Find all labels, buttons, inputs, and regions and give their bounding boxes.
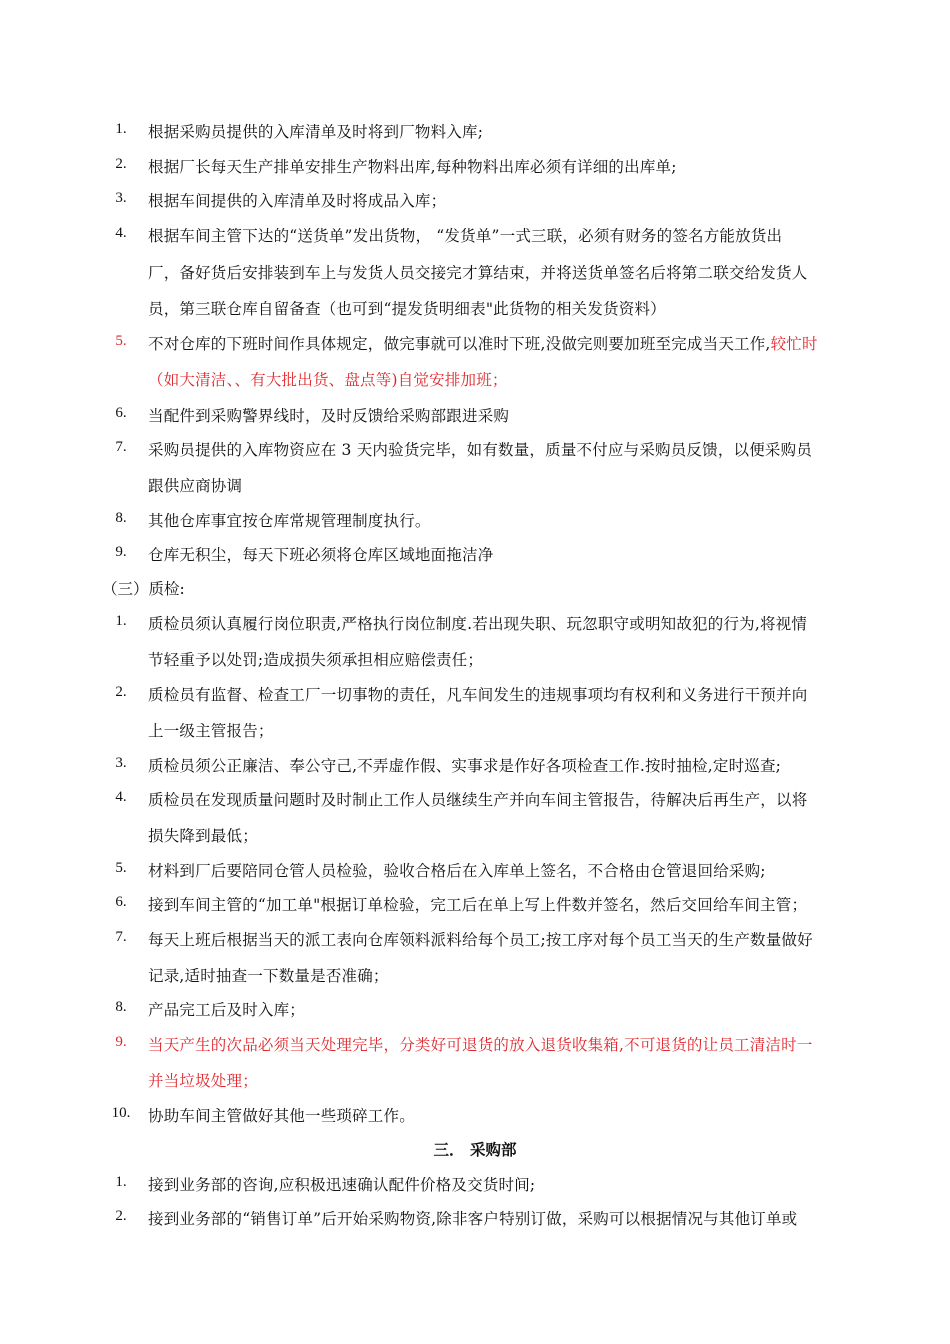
item-text: 根据采购员提供的入库清单及时将到厂物料入库; (148, 123, 484, 141)
item-text: 根据厂长每天生产排单安排生产物料出库,每种物料出库必须有详细的出库单; (148, 158, 677, 176)
section-heading-qc: （三）质检: (102, 580, 185, 598)
item-number: 1. (115, 1174, 127, 1190)
item-text: 厂，备好货后安排装到车上与发货人员交接完才算结束，并将送货单签名后将第二联交给发货人 (148, 264, 808, 282)
item-number: 5. (115, 333, 127, 349)
item-number: 5. (115, 860, 127, 876)
item-text: 当配件到采购警界线时，及时反馈给采购部跟进采购 (148, 407, 510, 425)
item-text: 产品完工后及时入库； (148, 1001, 306, 1019)
item-text: 根据车间主管下达的“送货单”发出货物， “发货单”一式三联，必须有财务的签名方能放货出 (148, 227, 783, 245)
item-text: 采购员提供的入库物资应在 3 天内验货完毕，如有数量，质量不付应与采购员反馈，以便采购员 (148, 441, 813, 459)
item-text: 员，第三联仓库自留备查（也可到“提发货明细表"此货物的相关发货资料） (148, 300, 666, 318)
item-text: 仓库无积尘，每天下班必须将仓库区域地面拖洁净 (148, 546, 494, 564)
item-text: 根据车间提供的入库清单及时将成品入库； (148, 192, 447, 210)
item-number: 8. (115, 510, 127, 526)
item-text (148, 332, 818, 354)
item-number: 4. (115, 225, 127, 241)
item-text-highlight: 较忙时 (770, 335, 818, 353)
item-number: 7. (115, 929, 127, 945)
item-text: 接到业务部的咨询,应积极迅速确认配件价格及交货时间; (148, 1176, 536, 1194)
item-number: 1. (115, 121, 127, 137)
item-text: 接到业务部的“销售订单”后开始采购物资,除非客户特别订做，采购可以根据情况与其他订单或 (148, 1210, 798, 1228)
item-text: 质检员须认真履行岗位职责,严格执行岗位制度.若出现失职、玩忽职守或明知故犯的行为,将视情 (148, 615, 808, 633)
item-number: 6. (115, 405, 127, 421)
item-text: 接到车间主管的“加工单"根据订单检验，完工后在单上写上件数并签名，然后交回给车间主管； (148, 896, 808, 914)
item-number: 3. (115, 755, 127, 771)
item-text: 跟供应商协调 (148, 477, 243, 495)
item-text-highlight: 当天产生的次品必须当天处理完毕，分类好可退货的放入退货收集箱,不可退货的让员工清洁时一 (148, 1036, 813, 1054)
item-text: 每天上班后根据当天的派工表向仓库领料派料给每个员工;按工序对每个员工当天的生产数量做好 (148, 931, 813, 949)
item-number: 2. (115, 156, 127, 172)
item-text: 协助车间主管做好其他一些琐碎工作。 (148, 1107, 415, 1125)
item-text-highlight: 并当垃圾处理； (148, 1072, 258, 1090)
item-number: 9. (115, 1034, 127, 1050)
item-text: 质检员有监督、检查工厂一切事物的责任，凡车间发生的违规事项均有权利和义务进行干预并向 (148, 686, 808, 704)
item-text: 节轻重予以处罚;造成损失须承担相应赔偿责任； (148, 651, 484, 669)
item-text: 上一级主管报告； (148, 722, 274, 740)
item-number: 3. (115, 190, 127, 206)
item-text: 材料到厂后要陪同仓管人员检验，验收合格后在入库单上签名，不合格由仓管退回给采购; (148, 862, 766, 880)
item-text-black: 不对仓库的下班时间作具体规定，做完事就可以准时下班,没做完则要加班至完成当天工作, (148, 335, 771, 353)
item-number: 9. (115, 544, 127, 560)
item-number: 1. (115, 613, 127, 629)
item-text: 其他仓库事宜按仓库常规管理制度执行。 (148, 512, 431, 530)
item-number: 6. (115, 894, 127, 910)
item-number: 2. (115, 684, 127, 700)
item-text: 损失降到最低； (148, 827, 258, 845)
item-text: 质检员在发现质量问题时及时制止工作人员继续生产并向车间主管报告，待解决后再生产，以将 (148, 791, 808, 809)
section-title-purchasing: 三． 采购部 (433, 1140, 517, 1159)
item-text-highlight: （如大清洁、、有大批出货、盘点等)自觉安排加班； (148, 371, 508, 389)
item-text: 质检员须公正廉洁、奉公守己,不弄虚作假、实事求是作好各项检查工作.按时抽检,定时巡查; (148, 757, 782, 775)
item-text: 记录,适时抽查一下数量是否准确； (148, 967, 389, 985)
item-number: 4. (115, 789, 127, 805)
item-number: 8. (115, 999, 127, 1015)
item-number: 7. (115, 439, 127, 455)
item-number: 2. (115, 1208, 127, 1224)
item-number: 10. (111, 1105, 131, 1121)
